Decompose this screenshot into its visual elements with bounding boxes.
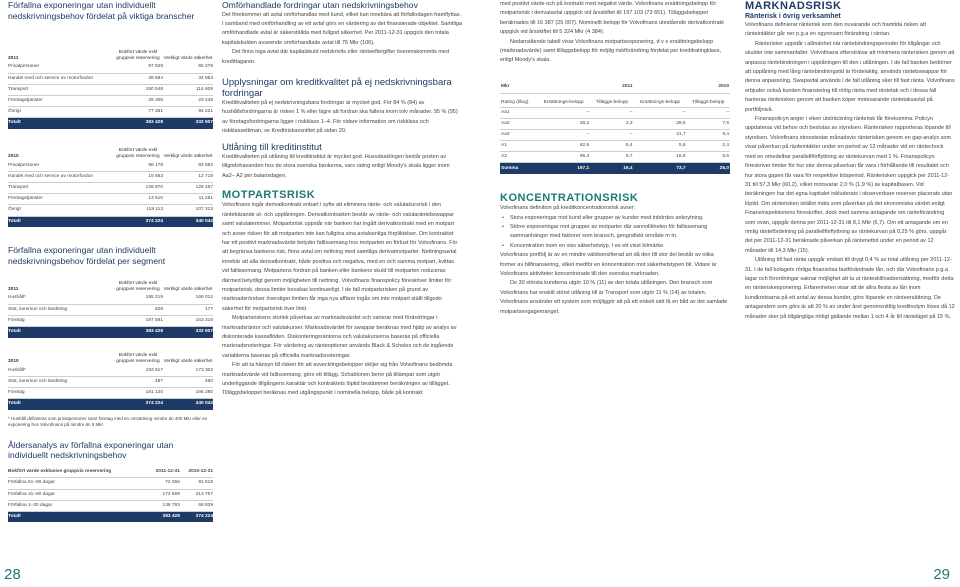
total-cell: 374 224 [180, 511, 213, 522]
col-head-booked: Bokfört värde exkl gruppvis reservering [116, 353, 160, 365]
head-2011: 2011 [622, 84, 633, 90]
row-label: Transport [8, 183, 113, 194]
cell: – [590, 107, 633, 118]
row-label: Förfallna 31–60 dagar [8, 489, 147, 500]
para-counterparty-3: För att ta hänsyn till risken för att avvecklingsbelopper skiljer sig från Volvofinans bedömda marknadsvärde vid fallissemang, görs ett tillägg. Schablonen beror på tillämpar som utgör underliggande tillgångens karaktär och kontraktets löptid bestämmer beräkningen av tillägget. Tilläggsbeloppet beräknas med utgångspunkt i nominella belopp, både på kontrakt [222, 362, 453, 397]
branch-table-2011 [8, 36, 213, 129]
cell: 5,6 [634, 141, 687, 152]
cell: 23 446 [163, 95, 213, 106]
sum-label: Summa [500, 163, 537, 174]
cell: 126 167 [163, 183, 213, 194]
col-head-fair: Verkligt värde säkerhet [163, 359, 213, 365]
cell: 107 313 [163, 205, 213, 216]
para-market-2: Ränterisker uppstår i allmänhet när räntebindningsperioder för tillgångar och skulder inte sammanfaller. Volvofinans eftersträvar att minimera ränterisken genom att anpassa räntebindningen i upplåningen till den i utlåningen. I de fall banken bedömer att upplåning med lång räntebindningstid är fördelaktig, används räntebswappar för denna anpassning. Swapavtal används i de fall utlåning sker till fast ränta. Volvofinans erbjuder också kunden finansiering till rörlig ränta med räntetak och i dessa fall hanteras ränterisken genom att banken köper motsvarande räntetaksavtal på portföljnivå. [745, 40, 955, 113]
cell: 173 302 [163, 366, 213, 377]
cell: 13 510 [113, 194, 163, 205]
para-concentration-3: De 30 största kunderna utgör 10 % (11) av den totala utlåningen. Den bransch som Volvofinans har enskilt störst utlåning till är Transport som utgör 11 % (14) av totalen. Volvofinans använder ett system som möjliggör att på ett enkelt sätt få en bild av det samlade motpartsengagemanget. [500, 280, 728, 315]
year-label: 2011 [8, 55, 19, 61]
para-concentration-intro: Volvofinans definition på kreditkoncentrationsrisk avser: [500, 205, 636, 212]
cell: 16,8 [634, 152, 687, 163]
head-rating: Rating (lång) [501, 100, 529, 106]
cell: 94 221 [163, 106, 213, 117]
cell: 11 251 [163, 194, 213, 205]
cell: 487 [113, 377, 163, 388]
cell: 65 278 [163, 62, 213, 73]
cell: – [590, 129, 633, 140]
para-market-1: Volvofinans definierar ränterisk som den nuvarande och framtida risken att ränteintäkter går ner p.g.a en ogynnsam förändring i räntan. [745, 22, 926, 38]
cell: 172 569 [147, 489, 180, 500]
table1-title: Förfallna exponeringar utan individuellt nedskrivningsbehov fördelat på viktiga branscher [8, 0, 195, 21]
para-top-1: med positivt värde och på kontrakt med negativt värde. Volvofinans ersättningsbelopp för motpartsrisk i derivatavtal uppgick vid årsskiftet till 197 103 (73 651). Tilläggsbeloppet beräknades till 16 387 (25 007). Nominellt belopp för Volvofinans utestående derivatkontrakt uppgick vid årsskiftet till 5 324 Mkr (4 384). [500, 1, 724, 36]
segment-table-2010 [8, 344, 213, 410]
sum-cell: 16,4 [590, 163, 633, 174]
concentration-list [500, 214, 730, 252]
total-cell: 332 507 [163, 326, 213, 337]
cell: 96,4 [537, 152, 590, 163]
col-head-fair: Verkligt värde säkerhet [163, 154, 213, 160]
head-ers-2010: Ersättnings-belopp [640, 100, 681, 106]
cell: 181 120 [113, 388, 163, 399]
col-head-booked: Bokfört värde exkl gruppvis reservering [116, 148, 160, 160]
para-counterparty-2: Motpartsriskens storlek påverkas av marknadsvärdet och varierar med förändringar i marknadsräntor och valutakurser. Marknadsvärdet för swappar beräknas med hjälp av analys av diskonterade kassaflöden. Diskonteringsräntorna och valutakurserna baseras på officiella marknadsnoteringar. För värdering av ränteoptioner används Black & Scholes och de ingående variablerna baseras på officiella marknadsnoteringar. [222, 315, 457, 359]
col-head: Bokfört värde exklusive gruppvis reservering [8, 467, 147, 478]
col-head: 2011-12-31 [147, 467, 180, 478]
row-label: Företagstjänster [8, 95, 113, 106]
row-label: Hushåll* [8, 366, 113, 377]
row-label: Stat, kommun och landsting [8, 377, 113, 388]
total-cell: 374 224 [113, 399, 163, 410]
rating-label: A2 [500, 152, 537, 163]
cell: – [634, 107, 687, 118]
row-label: Handel med och service av motorfordon [8, 172, 113, 183]
list-item: • Större exponeringar mot grupper av motparter där sannolikheten för fallissemang sammanhänger med faktorer som bransch, geografiskt område m m. [500, 223, 730, 242]
para-credit-quality: Kreditkvaliteten på ej nedskrivningsbara fordringar är mycket god. För 84 % (84) av hushållsfordringarna är risken 1 % eller lägre att fordran ska fallera inom tolv månader. 95 % (95) av företagsfordringarna ligger i riskklass 1–4. För vidare information om riskklass och riskklassettiman, se Kreditriskavsnittet på sidan 20. [222, 99, 458, 135]
total-cell: 340 042 [163, 216, 213, 227]
footnote: * Hushåll definieras som privatpersoner samt företag med en omsättning mindre än 400 Mkr eller en exponering hos Volvofinans på mindre än 5 Mkr. [8, 415, 208, 427]
rating-label: Aa3 [500, 129, 537, 140]
row-label: Handel med och service av motorfordon [8, 73, 113, 84]
subheading-interest-risk: Ränterisk i övrig verksamhet [745, 13, 841, 20]
cell: 12 719 [163, 172, 213, 183]
row-label: Transport [8, 84, 113, 95]
table2-title: Förfallna exponeringar utan individuellt nedskrivningsbehov fördelat per segment [8, 245, 166, 266]
para-counterparty-1: Volvofinans ingår derivatkontrakt enbart i syfte att eliminera ränte- och valutakursrisk i den räntebärande ut- och upplåningen. Derivatkontrakten består av ränte- och valutaräntebswappar samt valutaterminer. Motpartsrisk uppstår när banken har ingått derivatkontrakt med en motpart och avser risken för att motparten inte kan fullgöra sina avtalsenliga förpliktelser. Om kontraktet har ett positivt marknadsvärde betyder fallissemang hos motparten en förlust för Volvofinans. För att begränsa bankens risk, finns avtal om nettning med samtliga derivatmotparter. Nettningsavtal innebär att alla derivatkontrakt, både positiva och negativa, med en och samma motpart, kvittas vid fallissemang. Motpartens fordran på banken eller bankens skuld till motparten reduceras därmed betydligt genom möjligheten till nettning. Volvofinans finanspolicy föreskriver limiter för motpartsrisk, dessa limiter bevakas kontinuerligt. I de fall motpartsrisken på grund av marknadsrörelser överstiger limiten får inga nya affärer ingås om inte motpart ställt tillgodo säkerhet för motpartsrisk över limit. [222, 202, 458, 312]
para-renegotiated-2: Det finns inga avtal där kapitalskuld nedskrivits eller ränteeftergifter överenskommits med kredittagaren. [222, 49, 450, 65]
heading-counterparty-risk: MOTPARTSRISK [222, 189, 316, 202]
cell: 98 178 [113, 161, 163, 172]
cell: 177 [163, 304, 213, 315]
table3-title: Åldersanalys av förfallna exponeringar utan individuellt nedskrivningsbehov [8, 439, 174, 461]
head-ers-2011: Ersättnings-belopp [543, 100, 584, 106]
col-head-fair: Verkligt värde säkerhet [163, 55, 213, 61]
list-item: • Stora exponeringar mot kund eller grupper av kunder med inbördes anknytning. [500, 214, 730, 223]
page-number-left: 28 [4, 566, 21, 583]
cell: 118 113 [113, 205, 163, 216]
cell: 5,6 [687, 152, 730, 163]
cell: 82 592 [163, 161, 213, 172]
cell: 38,2 [537, 118, 590, 129]
head-till-2011: Tilläggs-belopp [595, 100, 629, 106]
cell: 29 306 [113, 95, 163, 106]
segment-table-2011 [8, 271, 213, 337]
total-cell: 374 224 [113, 216, 163, 227]
branch-table-2010 [8, 137, 213, 228]
right-column [745, 0, 955, 322]
total-cell: 383 428 [113, 117, 163, 128]
para-renegotiated-1: Det förekommer att avtal omförhandlas med kund, vilket kan innebära att förfallodagen framflyttas. I samband med omförhandling av ett avtal görs en värdering av det finansierade objektet. Samtliga omförhandlade avtal är säkerställda med fullgod säkerhet. Per 2011-12-31 uppgick den totala kapitalskulden avseende omförhandlade avtal till 76 Mkr (106). [222, 11, 462, 46]
heading-credit-quality: Upplysningar om kreditkvalitet på ej nedskrivningsbara fordringar [222, 76, 452, 99]
sum-cell: 73,7 [634, 163, 687, 174]
cell: 187 581 [113, 315, 163, 326]
year-label: 2011 [8, 286, 19, 292]
cell: 9,4 [687, 129, 730, 140]
left-column [8, 0, 213, 522]
sum-cell: 25,0 [687, 163, 730, 174]
cell: 166 280 [163, 388, 213, 399]
row-label: Övrigt [8, 205, 113, 216]
year-label: 2010 [8, 359, 19, 365]
cell: 169 012 [163, 293, 213, 304]
total-label: Totalt [8, 117, 113, 128]
cell: 87 629 [113, 62, 163, 73]
cell: 68 839 [180, 500, 213, 511]
para-top-2: Nedanstående tabell visar Volvofinans motpartsexponering, d v s ersättningsbelopp (marknadsvärde) samt tilläggsbelopp för möjlig riskförändring fördelat per kreditratingklass, enligt Moody's skala. [500, 38, 722, 64]
cell: 15 553 [113, 172, 163, 183]
cell: 2,3 [590, 118, 633, 129]
page-number-right: 29 [933, 566, 950, 583]
cell: 195 219 [113, 293, 163, 304]
heading-concentration-risk: KONCENTRATIONSRISK [500, 192, 639, 205]
heading-renegotiated: Omförhandlade fordringar utan nedskrivningsbehov [222, 0, 418, 10]
middle-left-column [222, 0, 462, 399]
total-label: Totalt [8, 216, 113, 227]
col-head-booked: Bokfört värde exkl gruppvis reservering [116, 49, 160, 61]
total-cell: 332 507 [163, 117, 213, 128]
cell: 128 870 [113, 183, 163, 194]
cell: – [687, 107, 730, 118]
row-label: Privatpersoner [8, 161, 113, 172]
list-item: • Koncentration inom en viss säkerhetstyp, t ex ett visst bilmärke. [500, 242, 730, 251]
head-till-2010: Tilläggs-belopp [692, 100, 725, 106]
total-cell: 340 042 [163, 399, 213, 410]
row-label: Övrigt [8, 106, 113, 117]
row-label: Förfallna 61–89 dagar [8, 478, 147, 489]
cell: 628 [113, 304, 163, 315]
cell: 91 618 [180, 478, 213, 489]
cell: 5,4 [590, 141, 633, 152]
row-label: Företagstjänster [8, 194, 113, 205]
total-label: Totalt [8, 511, 147, 522]
total-cell: 383 428 [113, 326, 163, 337]
cell: 38 594 [113, 73, 163, 84]
cell: 62,5 [537, 141, 590, 152]
col-head-fair: Verkligt värde säkerhet [163, 286, 213, 292]
cell: – [537, 129, 590, 140]
total-cell: 383 428 [147, 511, 180, 522]
heading-market-risk: MARKNADSRISK [745, 0, 842, 12]
row-label: Hushåll* [8, 293, 113, 304]
age-table [8, 467, 213, 522]
row-label: Företag [8, 388, 113, 399]
cell: 21,7 [634, 129, 687, 140]
rating-label: Aa1 [500, 107, 537, 118]
para-market-3: Finanspolicyn anger i viken utsträckning ränterisk får förekomma. Policyn uppdateras vid behov och beslutas av styrelsen. Ränterisken rapporteras löpande till styrelsen. Volvofinans stresstestar månadsvis ränterisken genom en gap-analys som visar påverkan på ränteintäkter under en period av 12 månader vid en räntechock med en omedelbar parallellförflyttning av räntekurvan med 1 %. Finanspolicyn föreskriver limiter för hur stor denna påverkan får vara i förhållande till resultatet och hur stora gapen får vara för respektive tidsperiod. Ränterisken uppgick per 2011-12-31 till 57,3 Mkr (60,2), vilket motsvarar 2,0 % (1,9 %) av kapitalbasen. Vid beräkningen har det egna kapitalet inkluderats i observerbare reserver placerats utan löptid. Om ränterisken istället mäts som påverkan på det ekonomiska värdet enligt Finansinspektionens föreskrifter, dock med samma antagande om ränteförändring som ovan, uppgår denna per 2011-12-31 till 8,1 Mkr (6,7). Om ett antagande om en rimlig räntefördelning på parallellförflyttning av räntekurvan på 0,25 % görs, uppgår det per 2011-12-31 beräknade påverkan på räntenettot under en period av 12 månader till 14,3 Mkr (15). [745, 116, 953, 254]
head-2010: 2010 [718, 84, 729, 90]
cell: 138 793 [147, 500, 180, 511]
rating-table [500, 82, 730, 174]
cell: 213 767 [180, 489, 213, 500]
row-label: Företag [8, 315, 113, 326]
cell: 114 609 [163, 84, 213, 95]
heading-credit-institutions: Utlåning till kreditinstitut [222, 141, 322, 153]
cell: 29,6 [634, 118, 687, 129]
para-credit-institutions: Kreditkvaliteten på utlåning till kreditinstitut är mycket god. Huvudsaklingen består posten av tillgodohavanden hos de stora svenska bankerna, vars rating enligt Moody's skala ligger inom Aa2– A2 per balansdagen. [222, 154, 450, 179]
col-head: 2010-12-31 [180, 467, 213, 478]
year-label: 2010 [8, 154, 19, 160]
cell: 77 351 [113, 106, 163, 117]
total-label: Totalt [8, 326, 113, 337]
cell: 150 548 [113, 84, 163, 95]
cell: 460 [163, 377, 213, 388]
total-label: Totalt [8, 399, 113, 410]
cell: 2,4 [687, 141, 730, 152]
middle-right-column [500, 0, 730, 317]
cell: 163 318 [163, 315, 213, 326]
head-mkr: Mkr [501, 84, 510, 90]
rating-label: Aa2 [500, 118, 537, 129]
cell: 72 066 [147, 478, 180, 489]
row-label: Förfallna 1–30 dagar [8, 500, 147, 511]
rating-label: A1 [500, 141, 537, 152]
para-market-4: Utlåning till fast ränta uppgår endast till drygt 0,4 % av total utlåning per 2011-12-31. I de fall bolagets rörliga finansiösa fastförändrade lån, och där Volvofinans p.g.a lagar och förordningar saknar möjlighet att ta ut ränteskillnadsersättning, medför detta en ränteriskexponering. Erfarenheten visar att de allra flesta av lån inom kundkretsarna på ett antal av dessa kunder, görs löpande en ränteersättning. De antagandem som görs är att 20 % av under året genomsnittlig kreditvolym löses då 12 månader sker på tillgängliga rörligt gällande mellan 1 och 4 år till ränteläget på 15 %. [745, 257, 955, 320]
cell: – [537, 107, 590, 118]
cell: 8,7 [590, 152, 633, 163]
cell: 7,6 [687, 118, 730, 129]
row-label: Privatpersoner [8, 62, 113, 73]
sum-cell: 197,1 [537, 163, 590, 174]
col-head-booked: Bokfört värde exkl gruppvis reservering [116, 280, 160, 292]
para-concentration-2: Volvofinans portfölj är av en mindre väldiversifierad art då den till stor del består av olika former av bilfinansiering, vilket medför en koncentration mot säkerhetstypen bil. Vidare är Volvofinans aktiviteter koncentrerade till den svenska marknaden. [500, 252, 717, 277]
cell: 34 953 [163, 73, 213, 84]
row-label: Stat, kommun och landsting [8, 304, 113, 315]
cell: 192 617 [113, 366, 163, 377]
